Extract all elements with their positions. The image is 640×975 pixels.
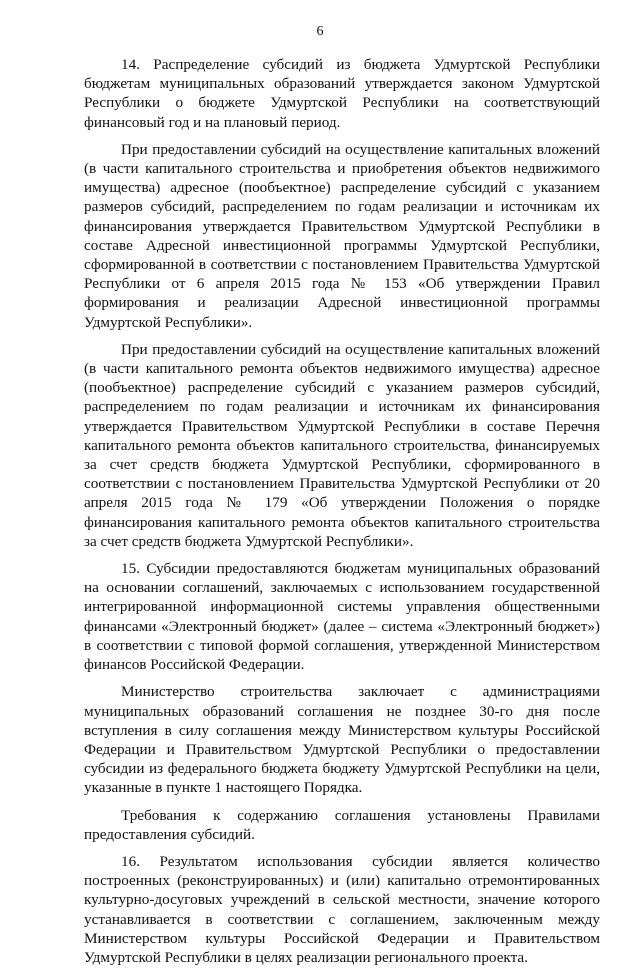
document-body (84, 55, 600, 975)
page-number: 6 (316, 24, 324, 39)
paragraph-15-agreements: 15. Субсидии предоставляются бюджетам муниципальных образований на основании соглашений, заключаемых с использованием государственной интегрированной информационной системы управления общественными финансами «Электронный бюджет» (далее – система «Электронный бюджет») в соответствии с типовой формой соглашения, утвержденной Министерством финансов Российской Федерации. (84, 560, 600, 674)
paragraph-14-distribution: 14. Распределение субсидий из бюджета Удмуртской Республики бюджетам муниципальных образований утверждается законом Удмуртской Республики о бюджете Удмуртской Республики на соответствующий финансовый год и на плановый период. (84, 56, 600, 131)
paragraph-capital-repair: При предоставлении субсидий на осуществление капитальных вложений (в части капитального ремонта объектов недвижимого имущества) адресное (пообъектное) распределение субсидий с указанием размеров субсидий, распределением по годам реализации и источникам их финансирования утверждается Правительством Удмуртской Республики в составе Перечня капитального ремонта объектов капитального строительства, финансируемых за счет средств бюджета Удмуртской Республики, сформированного в соответствии с постановлением Правительства Удмуртской Республики от 20 апреля 2015 года № 179 «Об утверждении Положения о порядке финансирования капитального ремонта объектов капитального строительства за счет средств бюджета Удмуртской Республики». (84, 340, 600, 550)
paragraph-agreement-requirements: Требования к содержанию соглашения установлены Правилами предоставления субсидий. (84, 806, 600, 843)
paragraph-ministry-agreement-deadline: Министерство строительства заключает с администрациями муниципальных образований соглашения не позднее 30-го дня после вступления в силу соглашения между Министерством культуры Российской Федерации и Правительством Удмуртской Республики о предоставлении субсидии из федерального бюджета бюджету Удмуртской Республики на цели, указанные в пункте 1 настоящего Порядка. (84, 683, 600, 797)
paragraph-16-result: 16. Результатом использования субсидии является количество построенных (реконструированных) и (или) капитально отремонтированных культурно-досуговых учреждений в сельской местности, значение которого устанавливается в соответствии с соглашением, заключенным между Министерством культуры Российской Федерации и Правительством Удмуртской Республики в целях реализации регионального проекта. (84, 852, 600, 966)
paragraph-capital-construction: При предоставлении субсидий на осуществление капитальных вложений (в части капитального строительства и приобретения объектов недвижимого имущества) адресное (пообъектное) распределение субсидий с указанием размеров субсидий, распределением по годам реализации и источникам их финансирования утверждается Правительством Удмуртской Республики в составе Адресной инвестиционной программы Удмуртской Республики, сформированной в соответствии с постановлением Правительства Удмуртской Республики от 6 апреля 2015 года № 153 «Об утверждении Правил формирования и реализации Адресной инвестиционной программы Удмуртской Республики». (84, 140, 600, 331)
